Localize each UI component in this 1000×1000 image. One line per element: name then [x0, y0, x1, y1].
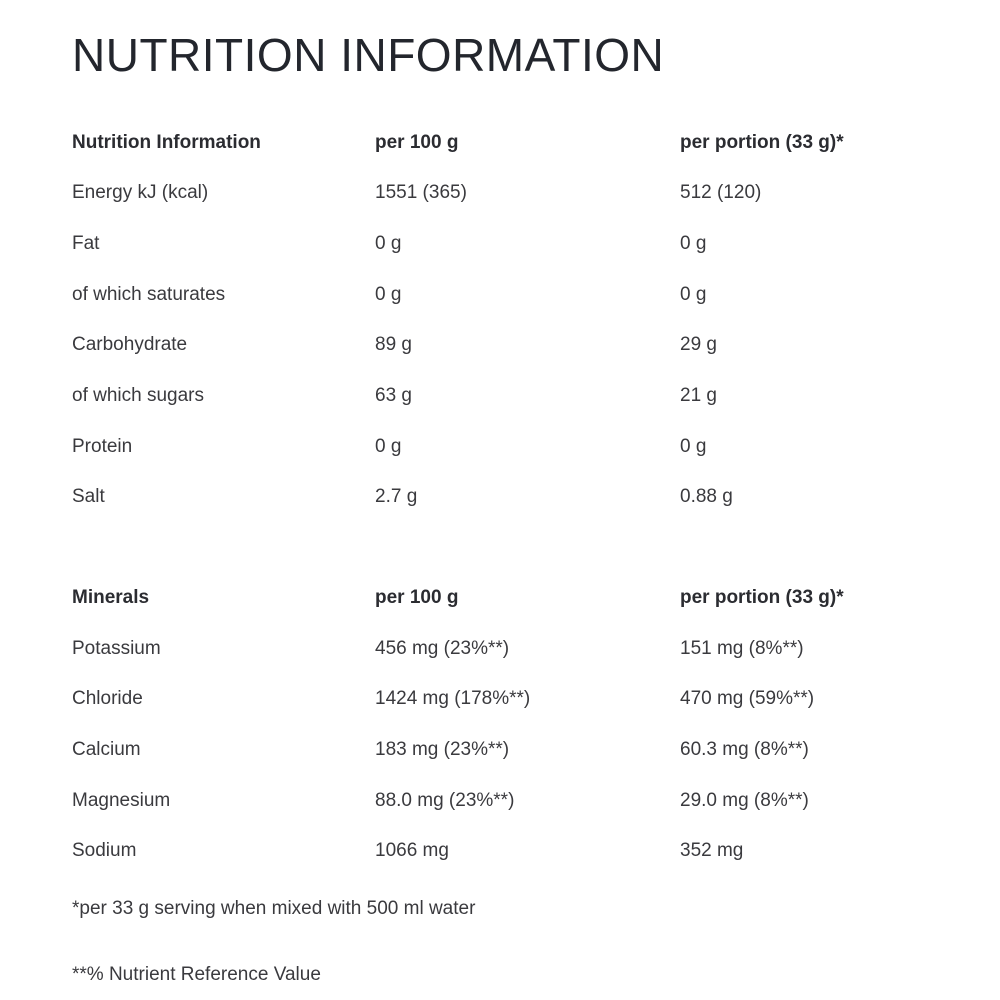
row-value: 2.7 g [375, 486, 418, 508]
row-value: 29.0 mg (8%**) [680, 789, 809, 811]
row-value: 1066 mg [375, 840, 449, 862]
minerals-table-header-row [72, 573, 930, 624]
table-row [72, 623, 930, 674]
row-label: Fat [72, 232, 100, 254]
row-value: 0 g [375, 283, 402, 305]
row-value: 1551 (365) [375, 182, 467, 204]
nutrition-table-header-row [72, 117, 930, 168]
row-label: Magnesium [72, 789, 171, 811]
row-value: 88.0 mg (23%**) [375, 789, 515, 811]
row-label: Chloride [72, 688, 143, 710]
row-value: 89 g [375, 334, 412, 356]
table-row [72, 320, 930, 371]
row-value: 21 g [680, 384, 717, 406]
table-row [72, 371, 930, 422]
nutrition-table [72, 117, 930, 523]
row-value: 0 g [375, 435, 402, 457]
row-label: Salt [72, 486, 105, 508]
row-label: Sodium [72, 840, 137, 862]
row-value: 183 mg (23%**) [375, 739, 510, 761]
table-row [72, 725, 930, 776]
nutrition-table-header-per-portion: per portion (33 g)* [680, 131, 844, 153]
row-label: Energy kJ (kcal) [72, 182, 209, 204]
table-row [72, 674, 930, 725]
row-value: 0.88 g [680, 486, 733, 508]
minerals-table-header-per-portion: per portion (33 g)* [680, 587, 844, 609]
minerals-table-header-label: Minerals [72, 587, 150, 609]
footnotes [72, 898, 930, 987]
table-row [72, 421, 930, 472]
row-value: 0 g [680, 435, 707, 457]
table-row [72, 826, 930, 877]
row-value: 63 g [375, 384, 412, 406]
row-value: 352 mg [680, 840, 744, 862]
row-value: 470 mg (59%**) [680, 688, 815, 710]
footnote-nrv: **% Nutrient Reference Value [72, 963, 321, 985]
row-label: of which sugars [72, 384, 205, 406]
row-value: 0 g [680, 232, 707, 254]
row-value: 0 g [680, 283, 707, 305]
nutrition-table-header-label: Nutrition Information [72, 131, 261, 153]
row-value: 29 g [680, 334, 717, 356]
row-value: 60.3 mg (8%**) [680, 739, 809, 761]
table-row [72, 775, 930, 826]
row-label: Protein [72, 435, 133, 457]
row-value: 151 mg (8%**) [680, 637, 804, 659]
nutrition-table-header-per-100g: per 100 g [375, 131, 459, 153]
row-label: Carbohydrate [72, 334, 188, 356]
minerals-table-header-per-100g: per 100 g [375, 587, 459, 609]
page-title: NUTRITION INFORMATION [72, 29, 665, 81]
row-value: 456 mg (23%**) [375, 637, 510, 659]
table-row [72, 472, 930, 523]
minerals-table [72, 573, 930, 877]
table-row [72, 168, 930, 219]
table-row [72, 269, 930, 320]
row-value: 1424 mg (178%**) [375, 688, 531, 710]
row-label: Calcium [72, 739, 141, 761]
row-value: 0 g [375, 232, 402, 254]
row-value: 512 (120) [680, 182, 762, 204]
row-label: Potassium [72, 637, 161, 659]
row-label: of which saturates [72, 283, 226, 305]
footnote-serving: *per 33 g serving when mixed with 500 ml water [72, 897, 476, 919]
table-row [72, 219, 930, 270]
